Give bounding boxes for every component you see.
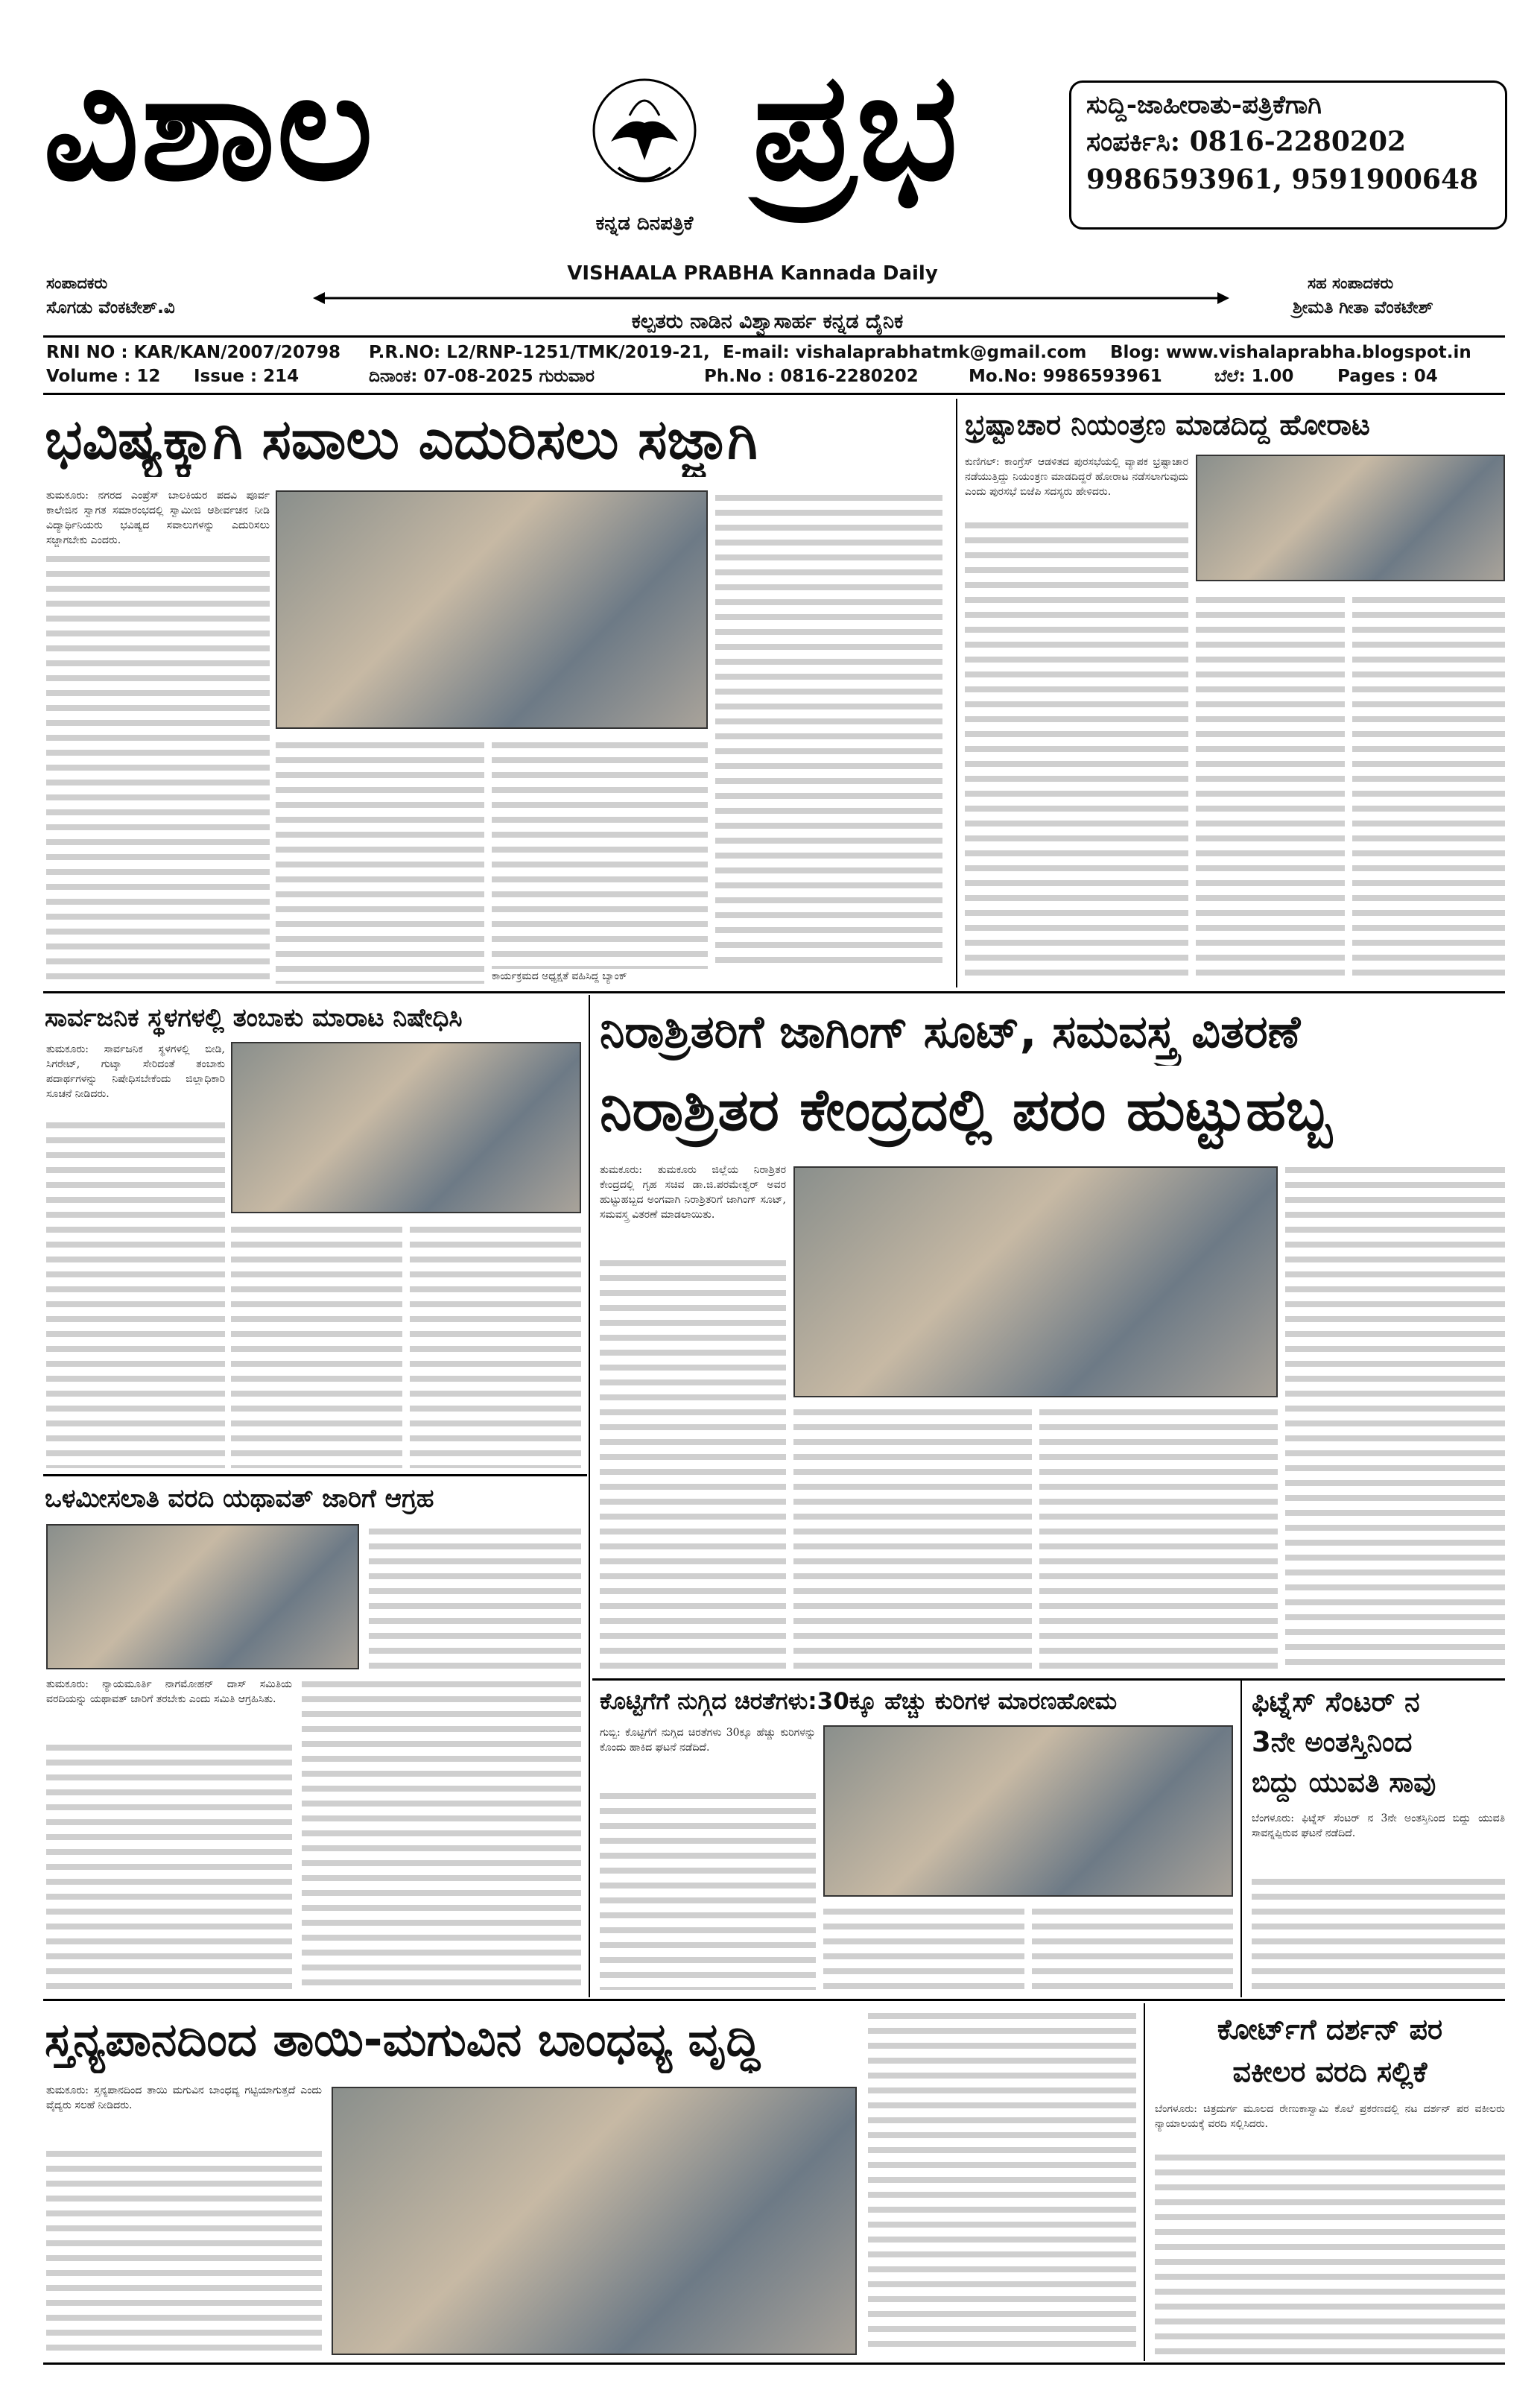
divider-article3-bottom bbox=[43, 1474, 587, 1476]
article-8-body-col1 bbox=[46, 2146, 322, 2355]
mobile: Mo.No: 9986593961 bbox=[969, 367, 1162, 386]
article-2-headline: ಭ್ರಷ್ಟಾಚಾರ ನಿಯಂತ್ರಣ ಮಾಡದಿದ್ದ ಹೋರಾಟ bbox=[965, 408, 1370, 441]
price: ಬೆಲೆ: 1.00 bbox=[1214, 367, 1294, 386]
page-bottom-rule bbox=[43, 2362, 1505, 2365]
article-5-headline: ಒಳಮೀಸಲಾತಿ ವರದಿ ಯಥಾವತ್ ಜಾರಿಗೆ ಆಗ್ರಹ bbox=[45, 1484, 434, 1514]
masthead-title-left: ವಿಶಾಲ bbox=[43, 39, 375, 214]
article-2-lead: ಕುಣಿಗಲ್: ಕಾಂಗ್ರೆಸ್ ಆಡಳಿತದ ಪುರಸಭೆಯಲ್ಲಿ ವ್ಯಾಪಕ ಭ್ರಷ್ಟಾಚಾರ ನಡೆಯುತ್ತಿದ್ದು ನಿಯಂತ್ರಣ ಮಾಡದಿದ್ದರೆ ಹೋರಾಟ ನಡೆಸಲಾಗುವುದು ಎಂದು ಪುರಸಭೆ ಬಿಜೆಪಿ ಸದಸ್ಯರು ಹೇಳಿದರು. bbox=[965, 456, 1188, 498]
article-2-body-col1 bbox=[965, 518, 1188, 980]
article-4-headline: ನಿರಾಶ್ರಿತರಿಗೆ ಜಾಗಿಂಗ್ ಸೂಟ್, ಸಮವಸ್ತ್ರ ವಿತರಣೆ bbox=[600, 1006, 1301, 1058]
co-editor-name: ಶ್ರೀಮತಿ ಗೀತಾ ವೆಂಕಟೇಶ್ bbox=[1293, 298, 1433, 317]
article-6-body-col3 bbox=[1032, 1904, 1233, 1990]
article-4-body-col4 bbox=[1285, 1163, 1505, 1673]
editor-name: ಸೊಗಡು ವೆಂಕಟೇಶ್.ವಿ bbox=[46, 298, 175, 317]
contact-line-3: 9986593961, 9591900648 bbox=[1086, 164, 1479, 195]
article-9-body bbox=[1155, 2150, 1505, 2355]
article-6-lead: ಗುಬ್ಬಿ: ಕೊಟ್ಟಿಗೆಗೆ ನುಗ್ಗಿದ ಚಿರತೆಗಳು 30ಕ್ಕೂ ಹೆಚ್ಚು ಕುರಿಗಳನ್ನು ಕೊಂದು ಹಾಕಿದ ಘಟನೆ ನಡೆದಿದೆ. bbox=[600, 1727, 816, 1754]
article-3-body-col2 bbox=[231, 1222, 402, 1468]
english-name: VISHAALA PRABHA Kannada Daily bbox=[567, 262, 938, 285]
article-1-photo bbox=[276, 490, 708, 729]
logo-caption: ಕನ್ನಡ ದಿನಪತ್ರಿಕೆ bbox=[595, 212, 694, 235]
contact-box bbox=[1069, 80, 1507, 230]
article-3-photo bbox=[231, 1042, 581, 1213]
issue-date: ದಿನಾಂಕ: 07-08-2025 ಗುರುವಾರ bbox=[369, 367, 595, 386]
tagline-arrow-line bbox=[313, 291, 1229, 306]
article-3-headline: ಸಾರ್ವಜನಿಕ ಸ್ಥಳಗಳಲ್ಲಿ ತಂಬಾಕು ಮಾರಾಟ ನಿಷೇಧಿಸಿ bbox=[45, 1003, 463, 1033]
article-4-body-col3 bbox=[1039, 1405, 1278, 1673]
info-bar-top-rule bbox=[43, 335, 1505, 338]
article-7-headline-line2: 3ನೇ ಅಂತಸ್ತಿನಿಂದ bbox=[1252, 1726, 1413, 1758]
article-4-body-col1 bbox=[600, 1256, 786, 1673]
article-4-photo bbox=[793, 1166, 1278, 1397]
info-bar-bottom-rule bbox=[43, 393, 1505, 395]
article-1-body-col3 bbox=[492, 738, 708, 969]
article-2-body-col3 bbox=[1352, 592, 1505, 980]
article-6-headline: ಕೊಟ್ಟಿಗೆಗೆ ನುಗ್ಗಿದ ಚಿರತೆಗಳು:30ಕ್ಕೂ ಹೆಚ್ಚು ಕುರಿಗಳ ಮಾರಣಹೋಮ bbox=[600, 1688, 1118, 1715]
article-8-body-col2 bbox=[868, 2008, 1136, 2355]
article-1-byline: ಕಾರ್ಯಕ್ರಮದ ಅಧ್ಯಕ್ಷತೆ ವಹಿಸಿದ್ದ ಬ್ಯಾಂಕ್ bbox=[492, 970, 627, 982]
article-7-headline-line1: ಫಿಟ್ನೆಸ್ ಸೆಂಟರ್ ನ bbox=[1252, 1686, 1420, 1718]
article-9-headline-line2: ವಕೀಲರ ವರದಿ ಸಲ್ಲಿಕೆ bbox=[1232, 2055, 1427, 2088]
editor-label: ಸಂಪಾದಕರು bbox=[46, 274, 108, 292]
pages: Pages : 04 bbox=[1337, 367, 1438, 386]
article-4-body-col2 bbox=[793, 1405, 1032, 1673]
article-4-lead: ತುಮಕೂರು: ತುಮಕೂರು ಜಿಲ್ಲೆಯ ನಿರಾಶ್ರಿತರ ಕೇಂದ್ರದಲ್ಲಿ ಗೃಹ ಸಚಿವ ಡಾ.ಜಿ.ಪರಮೇಶ್ವರ್ ಅವರ ಹುಟ್ಟುಹಬ್ಬದ ಅಂಗವಾಗಿ ನಿರಾಶ್ರಿತರಿಗೆ ಜಾಗಿಂಗ್ ಸೂಟ್, ಸಮವಸ್ತ್ರ ವಿತರಣೆ ಮಾಡಲಾಯಿತು. bbox=[600, 1164, 786, 1221]
article-6-body-col2 bbox=[823, 1904, 1024, 1990]
divider-bottom-vertical bbox=[1144, 2003, 1145, 2361]
divider-article4-bottom bbox=[592, 1678, 1505, 1681]
divider-top-vertical bbox=[956, 399, 957, 987]
volume: Volume : 12 bbox=[46, 367, 161, 386]
article-3-body-col1 bbox=[46, 1118, 225, 1468]
article-7-body bbox=[1252, 1874, 1505, 1990]
article-5-body-col2 bbox=[302, 1677, 581, 1990]
article-5-photo bbox=[46, 1524, 359, 1669]
email: E-mail: vishalaprabhatmk@gmail.com bbox=[723, 343, 1087, 362]
article-1-body-col1 bbox=[46, 551, 270, 984]
article-1-headline: ಭವಿಷ್ಯಕ್ಕಾಗಿ ಸವಾಲು ಎದುರಿಸಲು ಸಜ್ಜಾಗಿ bbox=[45, 408, 758, 472]
article-1-body-col4 bbox=[715, 490, 942, 967]
blog: Blog: www.vishalaprabha.blogspot.in bbox=[1110, 343, 1471, 362]
article-5-body-col1 bbox=[46, 1740, 292, 1990]
tagline: ಕಲ್ಪತರು ನಾಡಿನ ವಿಶ್ವಾಸಾರ್ಹ ಕನ್ನಡ ದೈನಿಕ bbox=[522, 310, 1013, 334]
article-5-body-col-right bbox=[369, 1524, 581, 1669]
divider-row3 bbox=[43, 1999, 1505, 2001]
divider-row1 bbox=[43, 991, 1505, 993]
contact-line-1: ಸುದ್ದಿ-ಜಾಹೀರಾತು-ಪತ್ರಿಕೆಗಾಗಿ bbox=[1086, 90, 1322, 120]
article-9-lead: ಬೆಂಗಳೂರು: ಚಿತ್ರದುರ್ಗ ಮೂಲದ ರೇಣುಕಾಸ್ವಾಮಿ ಕೊಲೆ ಪ್ರಕರಣದಲ್ಲಿ ನಟ ದರ್ಶನ್ ಪರ ವಕೀಲರು ನ್ಯಾಯಾಲಯಕ್ಕೆ ವರದಿ ಸಲ್ಲಿಸಿದರು. bbox=[1155, 2103, 1505, 2130]
dove-logo bbox=[589, 71, 700, 209]
pr-number: P.R.NO: L2/RNP-1251/TMK/2019-21, bbox=[369, 343, 710, 362]
article-8-photo bbox=[332, 2087, 857, 2355]
divider-leopard-fitness bbox=[1240, 1681, 1242, 1997]
co-editor-label: ಸಹ ಸಂಪಾದಕರು bbox=[1308, 274, 1394, 292]
article-4-subhead: ನಿರಾಶ್ರಿತರ ಕೇಂದ್ರದಲ್ಲಿ ಪರಂ ಹುಟ್ಟುಹಬ್ಬ bbox=[600, 1077, 1332, 1144]
divider-mid-vertical bbox=[589, 995, 590, 1997]
article-2-body-col2 bbox=[1196, 592, 1345, 980]
rni-number: RNI NO : KAR/KAN/2007/20798 bbox=[46, 343, 340, 362]
article-8-headline: ಸ್ತನ್ಯಪಾನದಿಂದ ತಾಯಿ-ಮಗುವಿನ ಬಾಂಧವ್ಯ ವೃದ್ಧಿ bbox=[45, 2012, 760, 2067]
article-3-body-col3 bbox=[410, 1222, 581, 1468]
article-6-body-col1 bbox=[600, 1789, 816, 1990]
article-8-lead: ತುಮಕೂರು: ಸ್ತನ್ಯಪಾನದಿಂದ ತಾಯಿ ಮಗುವಿನ ಬಾಂಧವ್ಯ ಗಟ್ಟಿಯಾಗುತ್ತದೆ ಎಂದು ವೈದ್ಯರು ಸಲಹೆ ನೀಡಿದರು. bbox=[46, 2084, 322, 2111]
article-3-lead: ತುಮಕೂರು: ಸಾರ್ವಜನಿಕ ಸ್ಥಳಗಳಲ್ಲಿ ಬೀಡಿ, ಸಿಗರೇಟ್, ಗುಟ್ಕಾ ಸೇರಿದಂತೆ ತಂಬಾಕು ಪದಾರ್ಥಗಳನ್ನು ನಿಷೇಧಿಸಬೇಕೆಂದು ಜಿಲ್ಲಾಧಿಕಾರಿ ಸೂಚನೆ ನೀಡಿದರು. bbox=[46, 1043, 225, 1100]
article-9-headline-line1: ಕೋರ್ಟ್‌ಗೆ ದರ್ಶನ್ ಪರ bbox=[1217, 2013, 1443, 2046]
article-2-photo bbox=[1196, 455, 1505, 581]
article-1-body-col2 bbox=[276, 738, 484, 984]
article-6-photo bbox=[823, 1725, 1233, 1897]
phone: Ph.No : 0816-2280202 bbox=[704, 367, 919, 386]
issue-number: Issue : 214 bbox=[194, 367, 300, 386]
contact-line-2: ಸಂಪರ್ಕಿಸಿ: 0816-2280202 bbox=[1086, 126, 1407, 157]
article-1-lead: ತುಮಕೂರು: ನಗರದ ಎಂಪ್ರೆಸ್ ಬಾಲಕಿಯರ ಪದವಿ ಪೂರ್ವ ಕಾಲೇಜಿನ ಸ್ವಾಗತ ಸಮಾರಂಭದಲ್ಲಿ ಸ್ವಾಮೀಜಿ ಆಶೀರ್ವಚನ ನೀಡಿ ವಿದ್ಯಾರ್ಥಿನಿಯರು ಭವಿಷ್ಯದ ಸವಾಲುಗಳನ್ನು ಎದುರಿಸಲು ಸಜ್ಜಾಗಬೇಕು ಎಂದರು. bbox=[46, 490, 270, 546]
article-7-headline-line3: ಬಿದ್ದು ಯುವತಿ ಸಾವು bbox=[1252, 1766, 1436, 1798]
article-7-lead: ಬೆಂಗಳೂರು: ಫಿಟ್ನೆಸ್ ಸೆಂಟರ್ ನ 3ನೇ ಅಂತಸ್ತಿನಿಂದ ಬಿದ್ದು ಯುವತಿ ಸಾವನ್ನಪ್ಪಿರುವ ಘಟನೆ ನಡೆದಿದೆ. bbox=[1252, 1812, 1505, 1839]
masthead-title-right: ಪ್ರಭ bbox=[752, 39, 960, 214]
article-5-lead: ತುಮಕೂರು: ನ್ಯಾಯಮೂರ್ತಿ ನಾಗಮೋಹನ್ ದಾಸ್ ಸಮಿತಿಯ ವರದಿಯನ್ನು ಯಥಾವತ್ ಜಾರಿಗೆ ತರಬೇಕು ಎಂದು ಸಮಿತಿ ಆಗ್ರಹಿಸಿತು. bbox=[46, 1678, 292, 1705]
